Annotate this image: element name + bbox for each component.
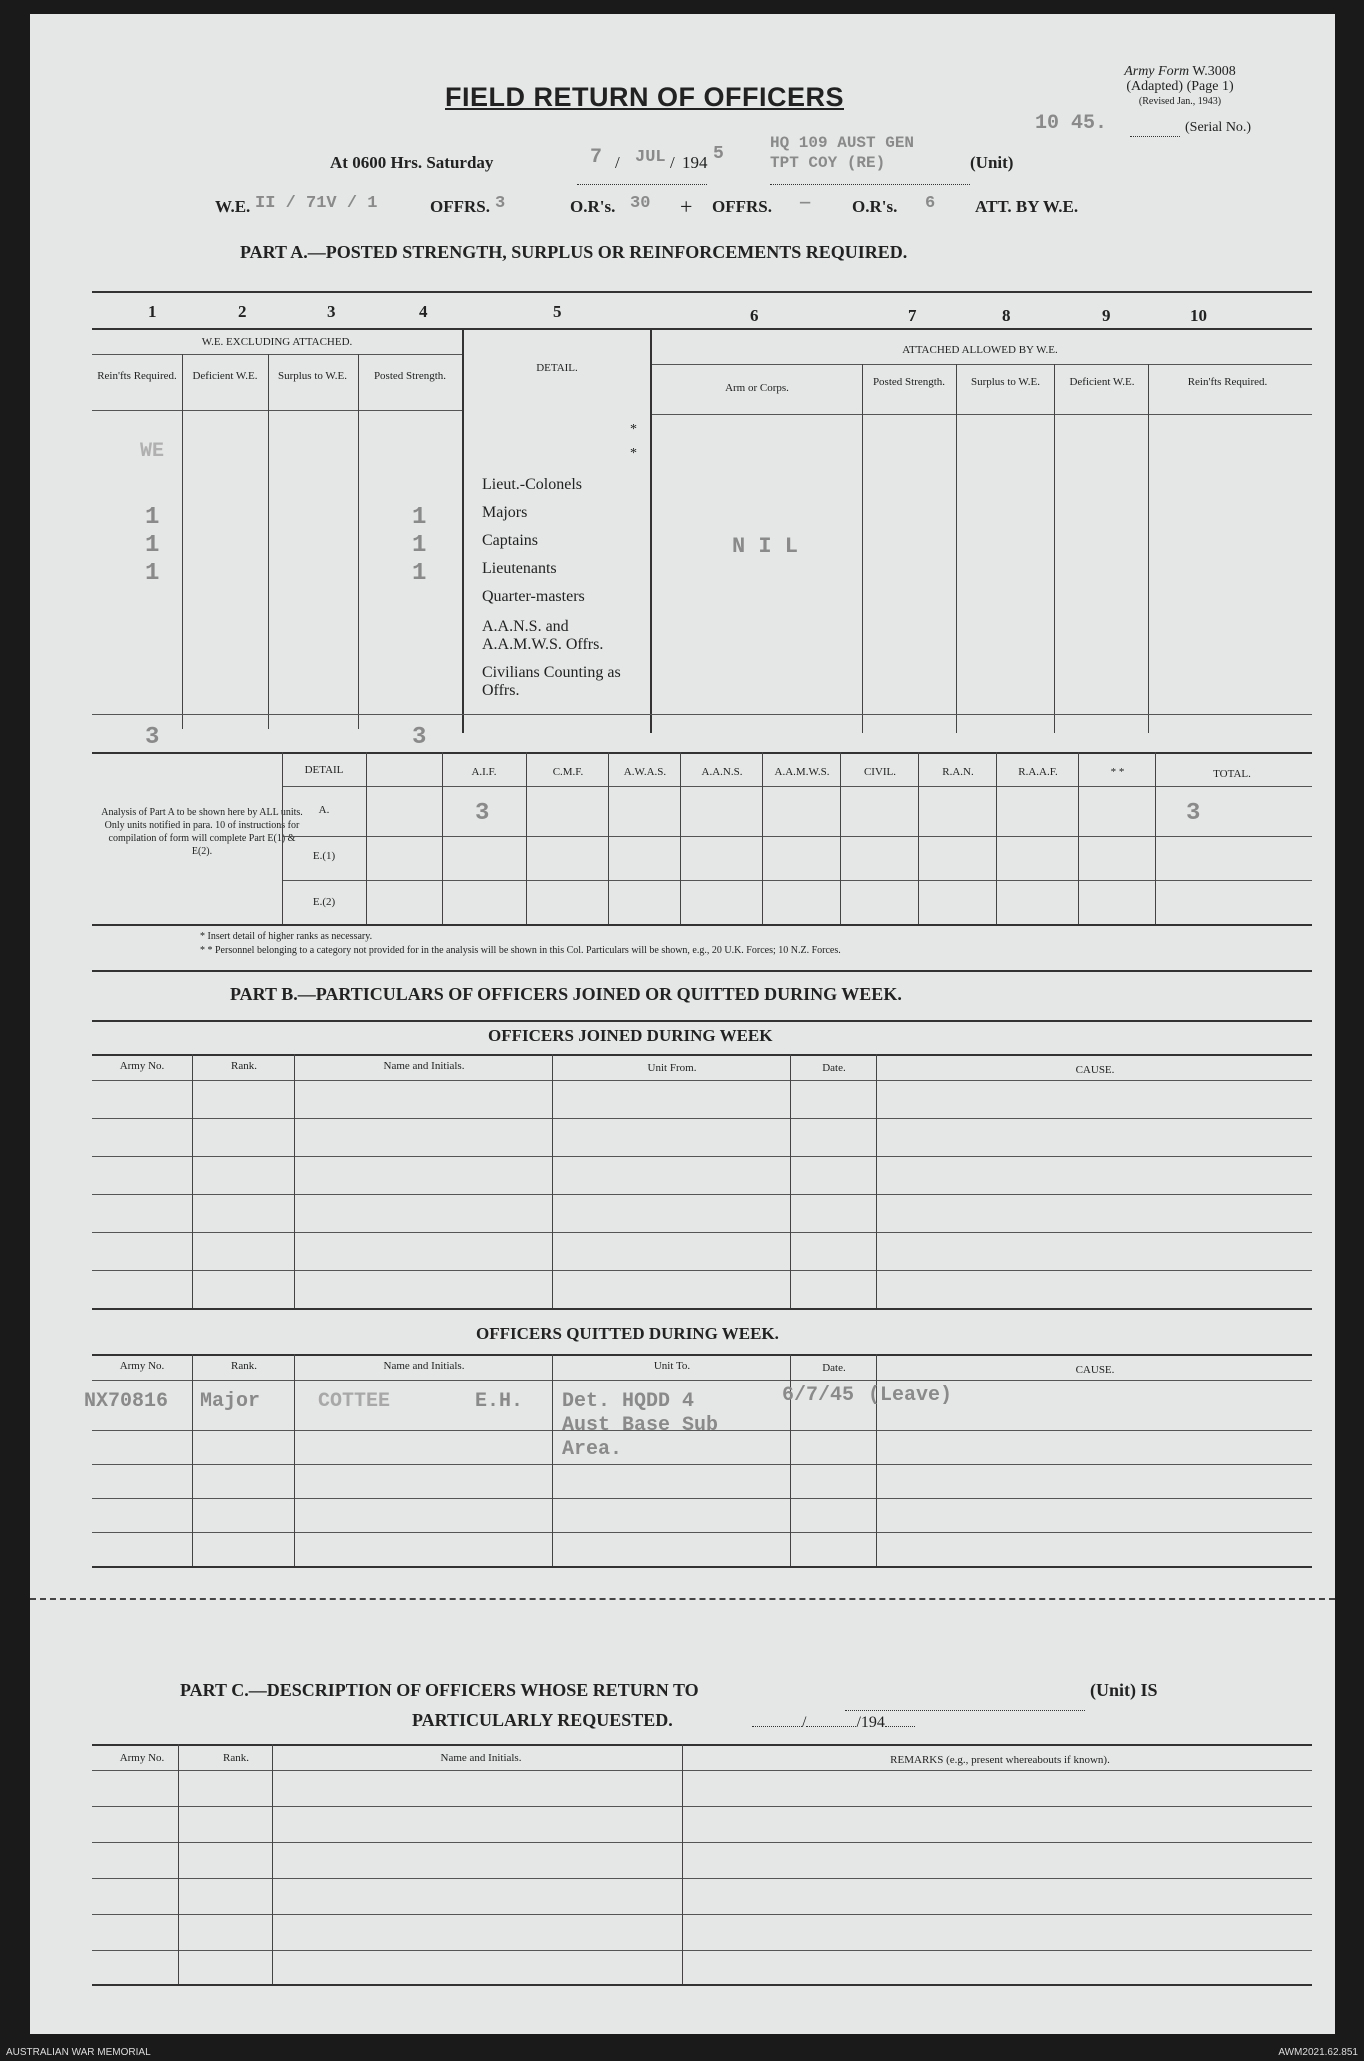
rank-majors: Majors	[482, 504, 528, 521]
joined-col-date: Date.	[822, 1062, 846, 1074]
quitted-col-army-no: Army No.	[119, 1360, 165, 1372]
quitted-col-date: Date.	[822, 1362, 846, 1374]
joined-col-name: Name and Initials.	[383, 1060, 465, 1072]
footnote-1: * Insert detail of higher ranks as necessary.	[200, 931, 373, 942]
rank-captains: Captains	[482, 532, 538, 549]
quitted-unit-to-3: Area.	[562, 1438, 623, 1461]
offrs-label: OFFRS.	[430, 197, 490, 216]
col-number-9: 9	[1102, 306, 1111, 325]
col-number-6: 6	[750, 306, 759, 325]
unit-typed-1: HQ 109 AUST GEN	[770, 134, 915, 152]
analysis-header-aif: A.I.F.	[471, 766, 497, 778]
quitted-col-cause: CAUSE.	[1075, 1364, 1115, 1376]
offrs2-label: OFFRS.	[712, 197, 772, 216]
ors2-value: 6	[925, 194, 936, 213]
quitted-unit-to-2: Aust Base Sub	[562, 1414, 719, 1437]
total-reinf: 3	[145, 724, 160, 751]
analysis-header-other: * *	[1110, 766, 1125, 778]
plus-sign: +	[680, 194, 693, 219]
rank-civilians: Civilians Counting as Offrs.	[482, 664, 621, 699]
quitted-army-no: NX70816	[84, 1390, 169, 1413]
part-c-col-remarks: REMARKS (e.g., present whereabouts if known).	[890, 1754, 1110, 1766]
form-page: Army Form W.3008 (Adapted) (Page 1) (Revised Jan., 1943) 10 45. (Serial No.) FIELD RETURN OF OFFICERS At 0600 Hrs. Saturday 7 / JUL / 194 5 HQ 109 AUST GEN TPT COY (RE) (Unit) W.E. II / 71V / 1 OFFRS. 3 O.R's. 30 + OFFRS. — O.R's. 6 ATT. BY W.E. PART A.—POSTED STRENGTH, SURPLUS OR REINFORCEMENTS REQUIRED. 1 2 3 4 5 6 7 8 9 10 W.E. EXCLUDING ATTACHED. ATTACHED ALLOWED BY W.E. DETAIL. Rein'fts Required. Deficient W.E. Surplus to W.E. Posted Strength. Arm or Corps. Posted Strength. Surplus to W.E. Deficient W.E. Rein'fts Required. * * Lieut.-Colonels Majors Captains Lieutenants Quarter-masters A.A.N.S. and A.A.M.W.S. Offrs. Civilians Counting as Offrs. WE 1 1 1 1 1 1 N I L 3 3 Analysis of Part A to be shown here by ALL units. Only units notified in para. 10 of instructions for compilation of form will complete Part E(1) & E(2). DETAIL A.I.F. C.M.F. A.W.A.S. A.A.N.S. A.A.M.W.S. CIVIL. R.A.N. R.A.A.F. * * TOTAL. A. E.(1) E.(2) 3 3 * Insert detail of higher ranks as necessary. * * Personnel belonging to a category not provided for in the analysis will be shown in this Col. Particulars will be shown, e.g., 20 U.K. Forces; 10 N.Z. Forces. PART B.—PARTICULARS OF OFFICERS JOINED OR QUITTED DURING WEEK. OFFICERS JOINED DURING WEEK Army No. Rank. Name and Initials. Unit From. Date. CAUSE. OFFICERS QUITTED DURING WEEK. Army No. Rank. Name and Initials. Unit To. Date. CAUSE. NX70816 Major COTTEE E.H. Det. HQDD 4 Aust Base Sub Area. 6/7/45 (Leave) PART C.—DESCRIPTION OF OFFICERS WHOSE RETURN TO (Unit) IS PARTICULARLY REQUESTED. / /194 Army No. Rank. Name and Initials. REMARKS (e.g., present whereabouts if known).	[30, 14, 1335, 2034]
month-value: JUL	[635, 148, 666, 167]
part-c-col-rank: Rank.	[223, 1752, 249, 1764]
posted-lieutenants: 1	[412, 560, 427, 587]
joined-col-cause: CAUSE.	[1075, 1064, 1115, 1076]
form-number: W.3008	[1192, 64, 1236, 79]
quitted-cause: (Leave)	[868, 1384, 953, 1407]
surplus-label: Surplus to W.E.	[277, 370, 348, 382]
col-number-3: 3	[327, 302, 336, 321]
offrs2-value: —	[800, 194, 811, 213]
tear-line	[30, 1598, 1335, 1600]
attached-label: ATTACHED ALLOWED BY W.E.	[902, 344, 1058, 356]
form-adapted: (Adapted) (Page 1)	[1126, 79, 1234, 94]
quitted-rank: Major	[200, 1390, 261, 1413]
analysis-header-civil: CIVIL.	[863, 766, 897, 778]
part-c-heading-1: PART C.—DESCRIPTION OF OFFICERS WHOSE RETURN TO	[180, 1680, 699, 1700]
page-title: FIELD RETURN OF OFFICERS	[445, 82, 844, 112]
ors-label: O.R's.	[570, 197, 616, 216]
unit-typed-2: TPT COY (RE)	[770, 154, 886, 172]
analysis-header-aans: A.A.N.S.	[701, 766, 743, 778]
reinf-majors: 1	[145, 504, 160, 531]
form-reference	[1070, 64, 1290, 109]
quitted-initials: E.H.	[475, 1390, 524, 1413]
analysis-header-detail: DETAIL	[304, 764, 344, 776]
at-label: At 0600 Hrs. Saturday	[330, 153, 494, 172]
deficient2-label: Deficient W.E.	[1069, 376, 1135, 388]
posted2-label: Posted Strength.	[872, 376, 946, 388]
ors-value: 30	[630, 194, 651, 213]
analysis-total-a: 3	[1186, 800, 1201, 827]
we-label: W.E.	[215, 197, 251, 216]
quitted-col-rank: Rank.	[231, 1360, 257, 1372]
posted-majors: 1	[412, 504, 427, 531]
footnote-2: * * Personnel belonging to a category not provided for in the analysis will be shown in this Col. Particulars will be shown, e.g., 20 U.K. Forces; 10 N.Z. Forces.	[200, 945, 841, 956]
quitted-heading: OFFICERS QUITTED DURING WEEK.	[476, 1324, 779, 1343]
analysis-row-a: A.	[318, 804, 330, 816]
quitted-col-name: Name and Initials.	[383, 1360, 465, 1372]
joined-col-rank: Rank.	[231, 1060, 257, 1072]
rank-lieutenants: Lieutenants	[482, 560, 557, 577]
we-value: II / 71V / 1	[255, 194, 378, 213]
analysis-row-e1: E.(1)	[312, 850, 336, 862]
part-c-date-tail: 194	[860, 1714, 885, 1731]
footer-right: AWM2021.62.851	[1278, 2047, 1358, 2058]
ors2-label: O.R's.	[852, 197, 898, 216]
col-number-8: 8	[1002, 306, 1011, 325]
part-b-heading: PART B.—PARTICULARS OF OFFICERS JOINED OR QUITTED DURING WEEK.	[230, 984, 902, 1004]
analysis-note: Analysis of Part A to be shown here by ALL units. Only units notified in para. 10 of instructions for compilation of form will complete Part E(1) & E(2).	[101, 807, 303, 857]
star-1: *	[630, 422, 637, 437]
reinf-lieutenants: 1	[145, 560, 160, 587]
footer-left: AUSTRALIAN WAR MEMORIAL	[6, 2047, 151, 2058]
part-c-date-line: / /194	[752, 1714, 915, 1732]
analysis-aif-a: 3	[475, 800, 490, 827]
serial-value: 10 45.	[1035, 112, 1108, 135]
rank-aans: A.A.N.S. and A.A.M.W.S. Offrs.	[482, 618, 604, 653]
part-c-col-army-no: Army No.	[119, 1752, 165, 1764]
star-2: *	[630, 446, 637, 461]
part-a-heading: PART A.—POSTED STRENGTH, SURPLUS OR REINFORCEMENTS REQUIRED.	[240, 242, 908, 262]
analysis-header-ran: R.A.N.	[942, 766, 974, 778]
posted-captains: 1	[412, 532, 427, 559]
joined-col-unit-from: Unit From.	[647, 1062, 697, 1074]
joined-col-army-no: Army No.	[119, 1060, 165, 1072]
col-number-1: 1	[148, 302, 157, 321]
part-c-unit-is: (Unit) IS	[1090, 1680, 1158, 1700]
year-prefix: 194	[682, 153, 708, 172]
quitted-name: COTTEE	[318, 1390, 391, 1413]
quitted-unit-to-1: Det. HQDD 4	[562, 1390, 695, 1413]
reinf2-label: Rein'fts Required.	[1187, 376, 1268, 388]
analysis-header-awas: A.W.A.S.	[623, 766, 667, 778]
part-c-heading-2: PARTICULARLY REQUESTED.	[412, 1710, 673, 1730]
analysis-header-cmf: C.M.F.	[552, 766, 584, 778]
year-suffix: 5	[713, 144, 724, 164]
arm-label: Arm or Corps.	[725, 382, 789, 394]
analysis-row-e2: E.(2)	[312, 896, 336, 908]
rank-lieut-colonels: Lieut.-Colonels	[482, 476, 582, 493]
typed-we: WE	[140, 440, 165, 463]
we-excluding-label: W.E. EXCLUDING ATTACHED.	[201, 336, 353, 348]
typed-nil: N I L	[732, 534, 799, 559]
form-label: Army Form	[1124, 64, 1190, 79]
posted-label: Posted Strength.	[373, 370, 447, 382]
offrs-value: 3	[495, 194, 506, 213]
joined-heading: OFFICERS JOINED DURING WEEK	[488, 1026, 773, 1045]
detail-label: DETAIL.	[536, 362, 578, 374]
surplus2-label: Surplus to W.E.	[970, 376, 1041, 388]
deficient-label: Deficient W.E.	[192, 370, 258, 382]
col-number-5: 5	[553, 302, 562, 321]
analysis-header-total: TOTAL.	[1213, 768, 1251, 780]
col-number-7: 7	[908, 306, 917, 325]
analysis-header-aamws: A.A.M.W.S.	[774, 766, 830, 778]
analysis-header-raaf: R.A.A.F.	[1018, 766, 1058, 778]
reinf-captains: 1	[145, 532, 160, 559]
unit-label: (Unit)	[970, 153, 1014, 172]
col-number-2: 2	[238, 302, 247, 321]
col-number-10: 10	[1190, 306, 1207, 325]
part-c-col-name: Name and Initials.	[440, 1752, 522, 1764]
att-label: ATT. BY W.E.	[975, 197, 1079, 216]
total-posted: 3	[412, 724, 427, 751]
serial-label: (Serial No.)	[1185, 120, 1252, 135]
col-number-4: 4	[419, 302, 428, 321]
quitted-col-unit-to: Unit To.	[653, 1360, 691, 1372]
quitted-date: 6/7/45	[782, 1384, 855, 1407]
rank-quarter-masters: Quarter-masters	[482, 588, 585, 605]
form-revised: (Revised Jan., 1943)	[1138, 96, 1222, 107]
reinf-label: Rein'fts Required.	[97, 370, 177, 382]
day-value: 7	[590, 146, 603, 169]
